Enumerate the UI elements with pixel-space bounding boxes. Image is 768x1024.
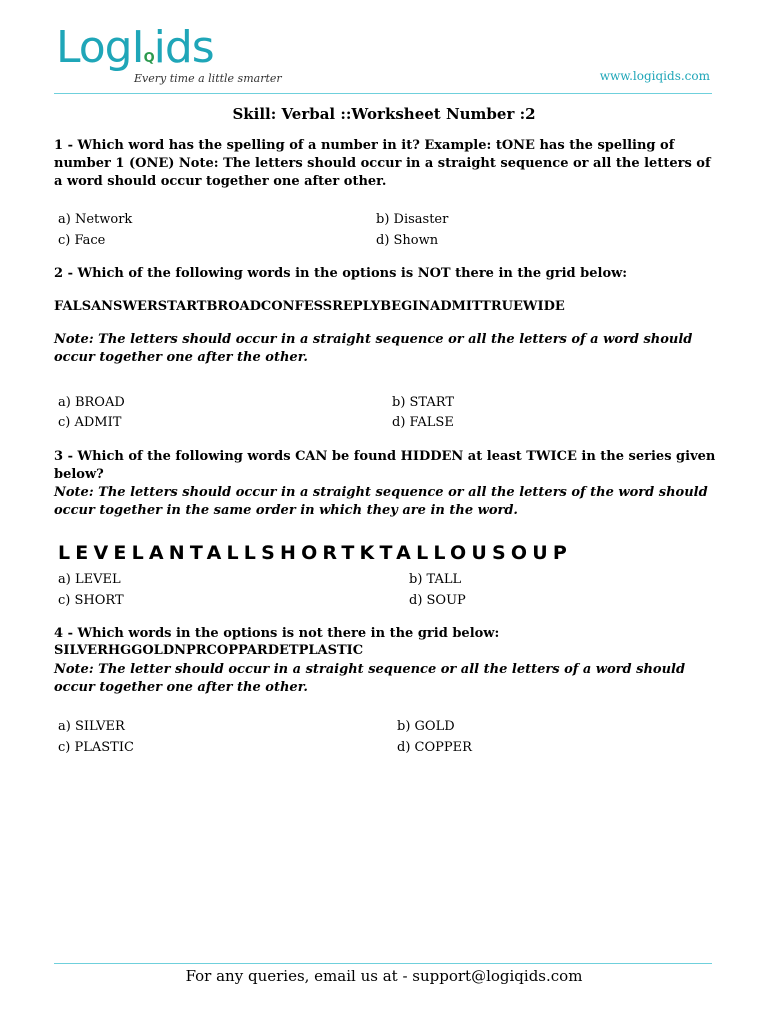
logo-text-3: ids [153, 22, 214, 73]
q3-letter-sequence: LEVELANTALLSHORTKTALLOUSOUP [58, 542, 572, 564]
q4-letter-sequence: SILVERHGGOLDNPRCOPPARDETPLASTIC [54, 643, 364, 658]
q3-option-a: a) LEVEL [58, 572, 121, 587]
q3-option-d: d) SOUP [409, 593, 466, 608]
q2-option-b: b) START [392, 395, 455, 410]
q1-option-c: c) Face [58, 233, 106, 248]
q3-option-b: b) TALL [409, 572, 462, 587]
q1-option-b: b) Disaster [376, 212, 449, 227]
question-4-text: 4 - Which words in the options is not there in the grid below: [54, 626, 500, 641]
website-link[interactable]: www.logiqids.com [599, 69, 710, 83]
q4-option-a: a) SILVER [58, 719, 125, 734]
q3-option-c: c) SHORT [58, 593, 124, 608]
q4-note: Note: The letter should occur in a straight sequence or all the letters of a word should occur together one after the other. [54, 662, 686, 695]
q4-option-b: b) GOLD [397, 719, 455, 734]
q2-note: Note: The letters should occur in a straight sequence or all the letters of a word should occur together one after the other. [54, 332, 693, 365]
header-divider [54, 93, 712, 94]
q2-option-a: a) BROAD [58, 395, 125, 410]
footer-divider [54, 963, 712, 964]
question-2-text: 2 - Which of the following words in the options is NOT there in the grid below: [54, 266, 628, 281]
q2-option-d: d) FALSE [392, 415, 454, 430]
q4-option-d: d) COPPER [397, 740, 472, 755]
q1-option-a: a) Network [58, 212, 133, 227]
q1-option-d: d) Shown [376, 233, 439, 248]
logo-text-2: Q [143, 51, 154, 66]
q2-letter-sequence: FALSANSWERSTARTBROADCONFESSREPLYBEGINADMITTRUEWIDE [54, 299, 565, 314]
question-1-text: 1 - Which word has the spelling of a number in it? Example: tONE has the spelling of number 1 (ONE) Note: The letters should occur in a straight sequence or all the letters of a word should occur together one after other. [54, 138, 711, 189]
q4-option-c: c) PLASTIC [58, 740, 134, 755]
footer-contact: For any queries, email us at - support@logiqids.com [185, 967, 583, 985]
worksheet-title: Skill: Verbal ::Worksheet Number :2 [232, 105, 536, 123]
logo-text-1: LogI [56, 22, 144, 73]
question-3-text: 3 - Which of the following words CAN be found HIDDEN at least TWICE in the series given below? [54, 449, 716, 482]
q3-note: Note: The letters should occur in a straight sequence or all the letters of the word should occur together in the same order in which they are in the word. [54, 485, 708, 518]
logo-tagline: Every time a little smarter [134, 72, 282, 85]
q2-option-c: c) ADMIT [58, 415, 122, 430]
logo [56, 22, 214, 73]
